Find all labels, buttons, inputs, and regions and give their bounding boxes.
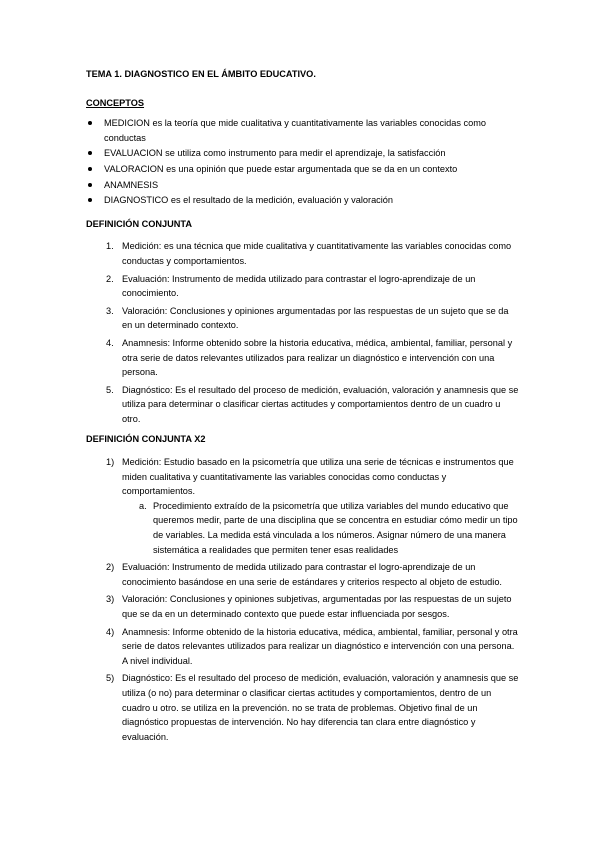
item-number: 4. [106, 337, 114, 348]
document-page [86, 67, 520, 750]
item-number: 2) [106, 562, 115, 573]
item-number: 5. [106, 384, 114, 395]
conceptos-heading: CONCEPTOS [86, 97, 145, 108]
list-item: EVALUACION se utiliza como instrumento para medir el aprendizaje, la satisfacción [86, 146, 520, 161]
page-title: TEMA 1. DIAGNOSTICO EN EL ÁMBITO EDUCATIVO. [86, 69, 316, 79]
list-item [86, 304, 520, 333]
item-number: 5) [106, 673, 115, 684]
item-number: 1) [106, 457, 115, 468]
item-text: Medición: es una técnica que mide cualitativa y cuantitativamente las variables conocidas como conductas y comportamientos. [122, 241, 512, 266]
item-number: 4) [106, 626, 115, 637]
list-item [86, 239, 520, 268]
list-item [86, 560, 520, 589]
list-item [86, 592, 520, 621]
item-text: Procedimiento extraído de la psicometría que utiliza variables del mundo educativo que queremos medir, parte de una disciplina que se concentra en estudiar cómo medir un tipo de variables. La medida está vinculada a los números. Asignar número de una manera sistemática a realidades que permiten tener esas realidades [153, 500, 518, 555]
definicion-conjunta-heading: DEFINICIÓN CONJUNTA [86, 218, 192, 229]
list-item [86, 272, 520, 301]
list-item [86, 383, 520, 427]
list-item [86, 625, 520, 669]
item-text: Evaluación: Instrumento de medida utilizado para contrastar el logro-aprendizaje de un conocimiento basándose en una serie de estándares y criterios respecto al objeto de estudio. [122, 562, 502, 587]
definicion-conjunta-x2-list [86, 455, 520, 744]
item-number: a. [139, 500, 147, 511]
definicion-conjunta-list [86, 239, 520, 426]
item-text: Anamnesis: Informe obtenido de la historia educativa, médica, ambiental, familiar, personal y otra serie de datos relevantes utilizados para realizar un diagnóstico e intervención con una persona. A nivel individual. [122, 626, 518, 666]
list-item: MEDICION es la teoría que mide cualitativa y cuantitativamente las variables conocidas como conductas [86, 116, 520, 145]
item-text: Diagnóstico: Es el resultado del proceso de medición, evaluación, valoración y anamnesis que se utiliza para determinar o clasificar ciertas actitudes y comportamientos dentro de un cuadro u otro. [122, 384, 519, 424]
item-text: Medición: Estudio basado en la psicometría que utiliza una serie de técnicas e instrumentos que miden cualitativa y cuantitativamente las variables conocidas como conductas y comportamientos. [122, 457, 514, 497]
sub-list [122, 499, 520, 557]
item-text: Valoración: Conclusiones y opiniones subjetivas, argumentadas por las respuestas de un sujeto que se da en un determinado contexto que puede estar influenciada por sesgos. [122, 594, 512, 619]
list-item [86, 671, 520, 744]
item-number: 3) [106, 594, 115, 605]
item-text: Valoración: Conclusiones y opiniones argumentadas por las respuestas de un sujeto que se da en un determinado contexto. [122, 305, 509, 331]
conceptos-list [86, 116, 520, 208]
item-text: Diagnóstico: Es el resultado del proceso de medición, evaluación, valoración y anamnesis que se utiliza (o no) para determinar o clasificar ciertas actitudes y comportamientos, dentro de un cuadro u otro. se utiliza en la prevención. no se trata de problemas. Objetivo final de un diagnóstico propuestas de intervención. No hay diferencia tan clara entre diagnóstico y evaluación. [122, 673, 519, 742]
list-item: VALORACION es una opinión que puede estar argumentada que se da en un contexto [86, 162, 520, 177]
sub-list-item [122, 499, 520, 557]
item-number: 2. [106, 273, 114, 284]
item-number: 1. [106, 241, 114, 252]
definicion-conjunta-x2-heading: DEFINICIÓN CONJUNTA X2 [86, 434, 206, 445]
list-item: ANAMNESIS [86, 178, 520, 193]
item-number: 3. [106, 305, 114, 316]
list-item [86, 336, 520, 380]
list-item: DIAGNOSTICO es el resultado de la medición, evaluación y valoración [86, 193, 520, 208]
item-text: Anamnesis: Informe obtenido sobre la historia educativa, médica, ambiental, familiar, personal y otra serie de datos relevantes utilizados para realizar un diagnóstico e intervención con una persona. [122, 337, 513, 378]
list-item [86, 455, 520, 557]
item-text: Evaluación: Instrumento de medida utilizado para contrastar el logro-aprendizaje de un conocimiento. [122, 273, 476, 299]
